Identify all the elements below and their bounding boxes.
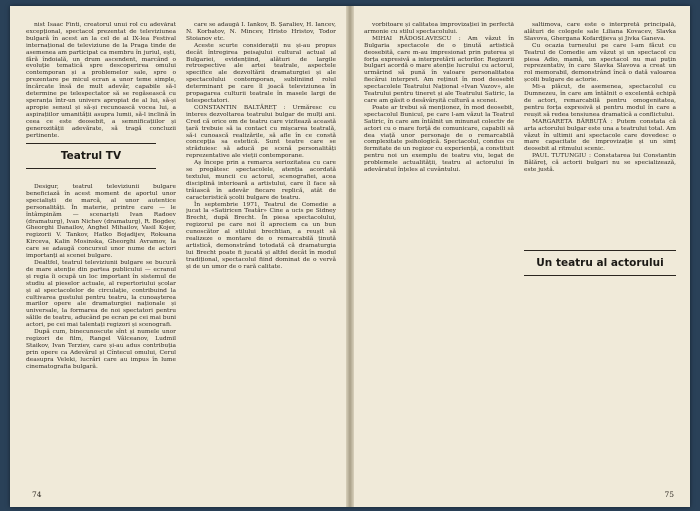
paragraph: PAUL TUTUNGIU : Constatarea lui Constantin Bălăreț, că actorii bulgari nu se specializează, este justă. <box>524 153 676 174</box>
paragraph: Aș începe prin a remarca seriozitatea cu care se pregătesc spectacolele, atenția acordată textului, muncii cu actorul, scenografiei, acea disciplină interioară a artistului, care îl face să trăiască în adevăr fiecare replică, atât de caracteristică școlii bulgare de teatru. <box>186 160 336 201</box>
paragraph: În septembrie 1971, Teatrul de Comedie a jucat la «Satiricen Teatăr» Cine a ucis pe Sidney Brecht, după Brecht. În piesa spectacolului, regizorul pe care noi îl apreciem ca un bun cunoscător al stilului brechtian, a reușit să realizeze o montare de o remarcabilă ținută artistică, demonstrând totodată că dramaturgia lui Brecht poate fi jucată și altfel decât în modul tradițional, spectacolul fiind dominat de o vervă și de un umor de o rară calitate. <box>186 201 336 270</box>
left-page <box>10 6 348 507</box>
paragraph: Aceste scurte considerații nu și-au propus decât întregirea peisajului cultural actual al Bulgariei, evidențiind, alături de largile retrospective ale artei teatrale, aspectele specifice ale dezvoltării dramaturgiei și ale spectacolului contemporan, subliniind rolul determinant pe care îl joacă televiziunea în propagarea culturii teatrale în masele largi de telespectatori. <box>186 42 336 104</box>
section-heading-teatrul-tv: Teatrul TV <box>26 143 156 169</box>
paragraph: vorbitoare și calitatea improvizației în perfectă armonie cu stilul spectacolului. <box>364 22 514 35</box>
paragraph: nist Isaac Finti, creatorul unui rol cu adevărat excepțional, spectacol prezentat de televiziunea bulgară în acest an la cel de al IX-lea Festival internațional de televiziune de la Praga tinde de asemenea am participat ca membru în juriul, ești, fără îndoială, un drum ascendent, marcând o evoluție tematică spre descoperirea omului contemporan și a problemelor sale, spre o prezentare pe micul ecran a unor teme simple, încărcate însă de mult adevăr, capabile să-l determine pe telespectator să se regăsească cu speranța într-un univers apropiat de al lui, să-și apropie sensul și să-și recunoască vocea lui, a aspirațiilor umanității asupra lumii, să-l inclină în ceea ce este deosebit, a semnificațiilor și generozității adevărate, să tragă concluzii pertinente. <box>26 22 176 139</box>
paragraph: Desigur, teatrul televiziunii bulgare beneficiază în acest moment de aportul unor specialiști de marcă, al unor autentice personalități. În materie, printre care — le întâmpinăm — scenariști Ivan Radoev (dramaturg), Ivan Nichev (dramaturg), R. Bogdev, Gheorghi Danailov, Anghel Mihailov, Vasil Kojer, regizorii V. Tankov, Hatko Bojadijev, Roksana Kirceva, Kalin Mosinska, Gheorghi Avramov, la care se adaugă concursul unor nume de actori importanți ai scenei bulgare. <box>26 184 176 260</box>
paragraph: Mi-a plăcut, de asemenea, spectacolul cu Dumnezeu, în care am întâlnit o excelentă echipă de actori, remarcabilă pentru omogenitatea, pentru forța expresivă și pentru modul în care a reușit să redea tensiunea dramatică a conflictului. <box>524 84 676 118</box>
paragraph: Poate ar trebui să menționez, în mod deosebit, spectacolul Bunicul, pe care l-am văzut la Teatrul Satiric, în care am întâlnit un minunat colectiv de actori cu o mare forță de comunicare, capabili să dea viață unor personaje de o remarcabilă complexitate psihologică. Spectacolul, condus cu fermitate de un regizor cu experiență, a constituit pentru noi un exemplu de teatru viu, legat de problemele actualității, teatru al actorului în adevăratul înțeles al cuvântului. <box>364 104 514 174</box>
paragraph: MIHAI RĂDOSLAVESCU : Am văzut în Bulgaria spectacole de o ținută artistică deosebită, care m-au impresionat prin puterea și forța expresivă a interpretării actorilor. Regizorii bulgari acordă o mare atenție lucrului cu actorul, urmărind să pună în valoare personalitatea fiecărui interpret. Am reținut în mod deosebit spectacolele Teatrului Național «Ivan Vazov», ale Teatrului pentru tineret și ale Teatrului Satiric, la care am găsit o desăvârșită cultură a scenei. <box>364 35 514 104</box>
page-number-left: 74 <box>32 490 42 499</box>
paragraph: După cum, binecunoscute sînt și numele unor regizori de film, Rangel Vâlceanov, Ludmil Staikov, Ivan Terziev, care și-au adus contribuția prin opere ca Adevărul și Cîntecul omului, Cerul deasupra Veleki, lucrări care au impus în lume cinematografia bulgară. <box>26 329 176 370</box>
paragraph: Dealtfel, teatrul televiziunii bulgare se bucură de mare atenție din partea publicului — ecranul și regia îi ocupă un loc important în sistemul de studiu al pieselor actuale, al repertoriului școlar și al spectacolelor de circulație, contribuind la cultivarea gustului pentru teatru, la cunoașterea marilor opere ale dramaturgiei naționale și universale, la formarea de noi spectatori pentru sălile de teatru, aducând pe ecran pe cei mai buni actori, pe cei mai talentați regizori și scenografi. <box>26 259 176 329</box>
paragraph: CONSTANTIN BALTĂREȚ : Urmăresc cu interes dezvoltarea teatrului bulgar de mulți ani. Cred că orice om de teatru care vizitează această țară trebuie să ia contact cu mișcarea teatrală, să-i cunoască realizările, să afle în ce constă concepția sa estetică. Sunt teatre care se străduiesc să aducă pe scenă personalități reprezentative ale vieții contemporane. <box>186 104 336 160</box>
left-col2 <box>186 22 336 492</box>
right-col1 <box>364 22 514 492</box>
paragraph: care se adaugă I. Iankov, B. Șaraliev, H. Iancev, N. Korbatov, N. Mincev, Hristo Hristov, Todor Stoianov etc. <box>186 22 336 42</box>
page-number-right: 75 <box>664 490 674 499</box>
left-col1-bottom <box>26 184 176 489</box>
left-col1-top <box>26 22 176 139</box>
paragraph: MARGARETA BĂRBUȚĂ : Putem constata că arta actorului bulgar este una a teatrului total. Am văzut în ultimii ani spectacole care dovedesc o mare capacitate de improvizație și un simț deosebit al ritmului scenic. <box>524 118 676 153</box>
section-heading-un-teatru-al-actorului: Un teatru al actorului <box>524 250 676 276</box>
paragraph: saltimova, care este o interpretă principală, alături de colegele sale Liliana Kovacev, Slavka Slavova, Ghergana Kofardjieva și Jivka Ganeva. <box>524 22 676 42</box>
paragraph: Cu ocazia turneului pe care l-am făcut cu Teatrul de Comedie am văzut și un spectacol cu piesa Adio, mamă, un spectacol nu mai puțin reprezentativ, în care Slavka Slavova a creat un rol memorabil, demonstrând încă o dată valoarea școlii bulgare de actorie. <box>524 42 676 84</box>
